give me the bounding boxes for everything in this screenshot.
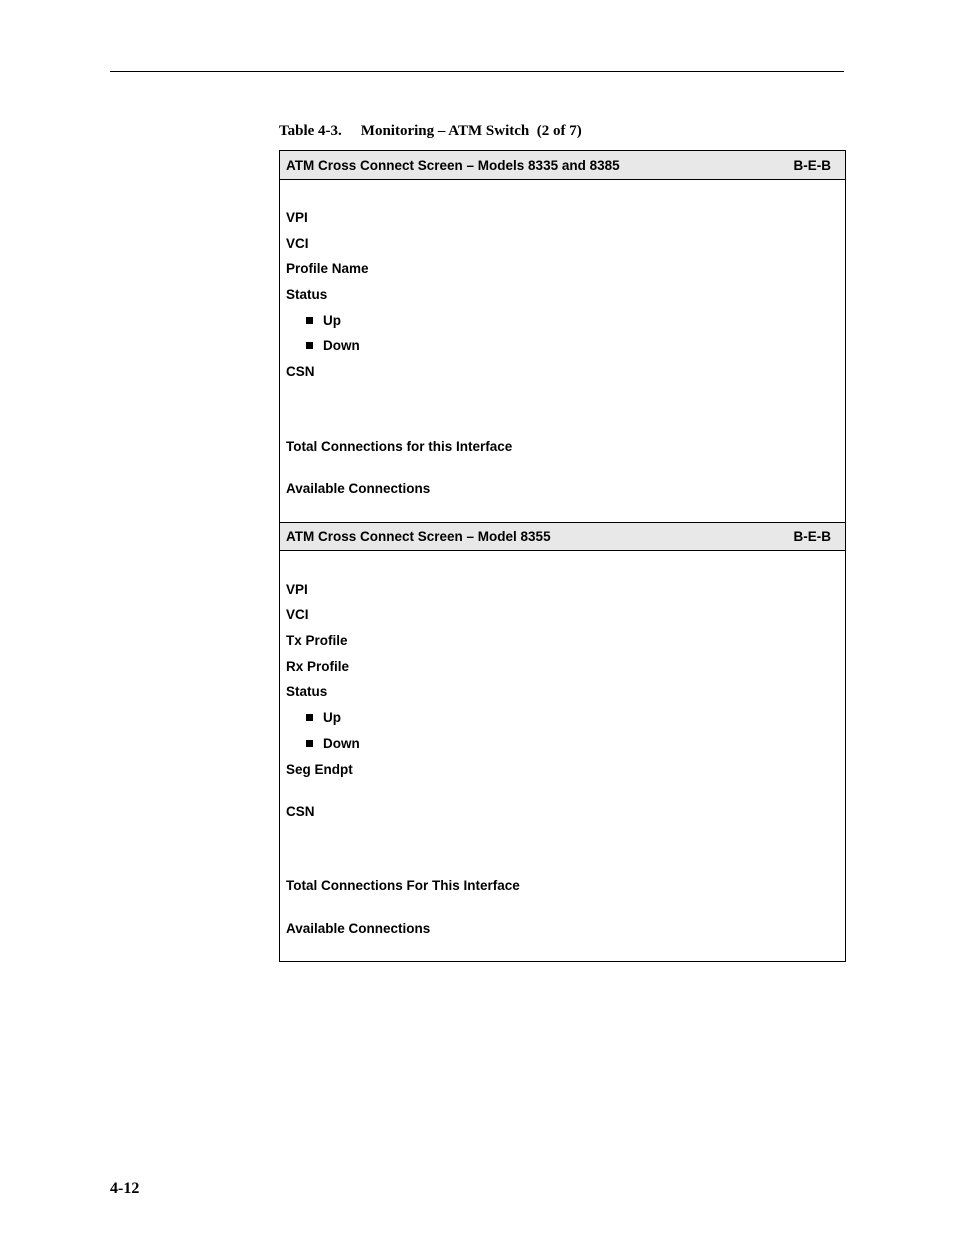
field-profile-name: Profile Name [286,261,369,276]
section-title: ATM Cross Connect Screen – Model 8355 [286,529,551,544]
section-header-model-8355 [280,522,845,551]
section-header-models-8335-8385 [280,151,845,180]
field-status: Status [286,287,328,302]
status-option-down [306,338,360,354]
status-option-up [306,313,341,329]
field-status: Status [286,684,328,699]
square-bullet-icon [306,342,313,349]
section-title: ATM Cross Connect Screen – Models 8335 and 8385 [286,157,620,173]
field-total-connections: Total Connections For This Interface [286,878,520,893]
status-option-label: Down [323,338,360,353]
square-bullet-icon [306,317,313,324]
field-csn: CSN [286,364,315,379]
status-option-label: Up [323,710,341,725]
caption-title: Monitoring – ATM Switch (2 of 7) [360,123,582,139]
square-bullet-icon [306,740,313,747]
field-vci: VCI [286,607,309,622]
field-seg-endpt: Seg Endpt [286,762,353,777]
field-tx-profile: Tx Profile [286,633,348,648]
section-body-model-8355 [280,551,845,961]
field-vci: VCI [286,236,309,251]
section-code: B-E-B [793,157,831,173]
field-csn: CSN [286,804,315,819]
top-rule [110,71,844,72]
monitoring-table [279,150,846,962]
field-available-connections: Available Connections [286,921,431,936]
caption-label: Table 4-3. [279,123,342,139]
status-option-up [306,710,341,726]
status-option-down [306,736,360,752]
status-option-label: Up [323,313,341,328]
status-option-label: Down [323,736,360,751]
field-vpi: VPI [286,582,308,597]
table-caption [279,123,582,140]
section-code: B-E-B [793,529,831,544]
field-rx-profile: Rx Profile [286,659,350,674]
field-vpi: VPI [286,210,308,225]
field-total-connections: Total Connections for this Interface [286,439,513,454]
page-number: 4-12 [110,1180,140,1197]
field-available-connections: Available Connections [286,481,431,496]
square-bullet-icon [306,714,313,721]
section-body-models-8335-8385 [280,180,845,522]
